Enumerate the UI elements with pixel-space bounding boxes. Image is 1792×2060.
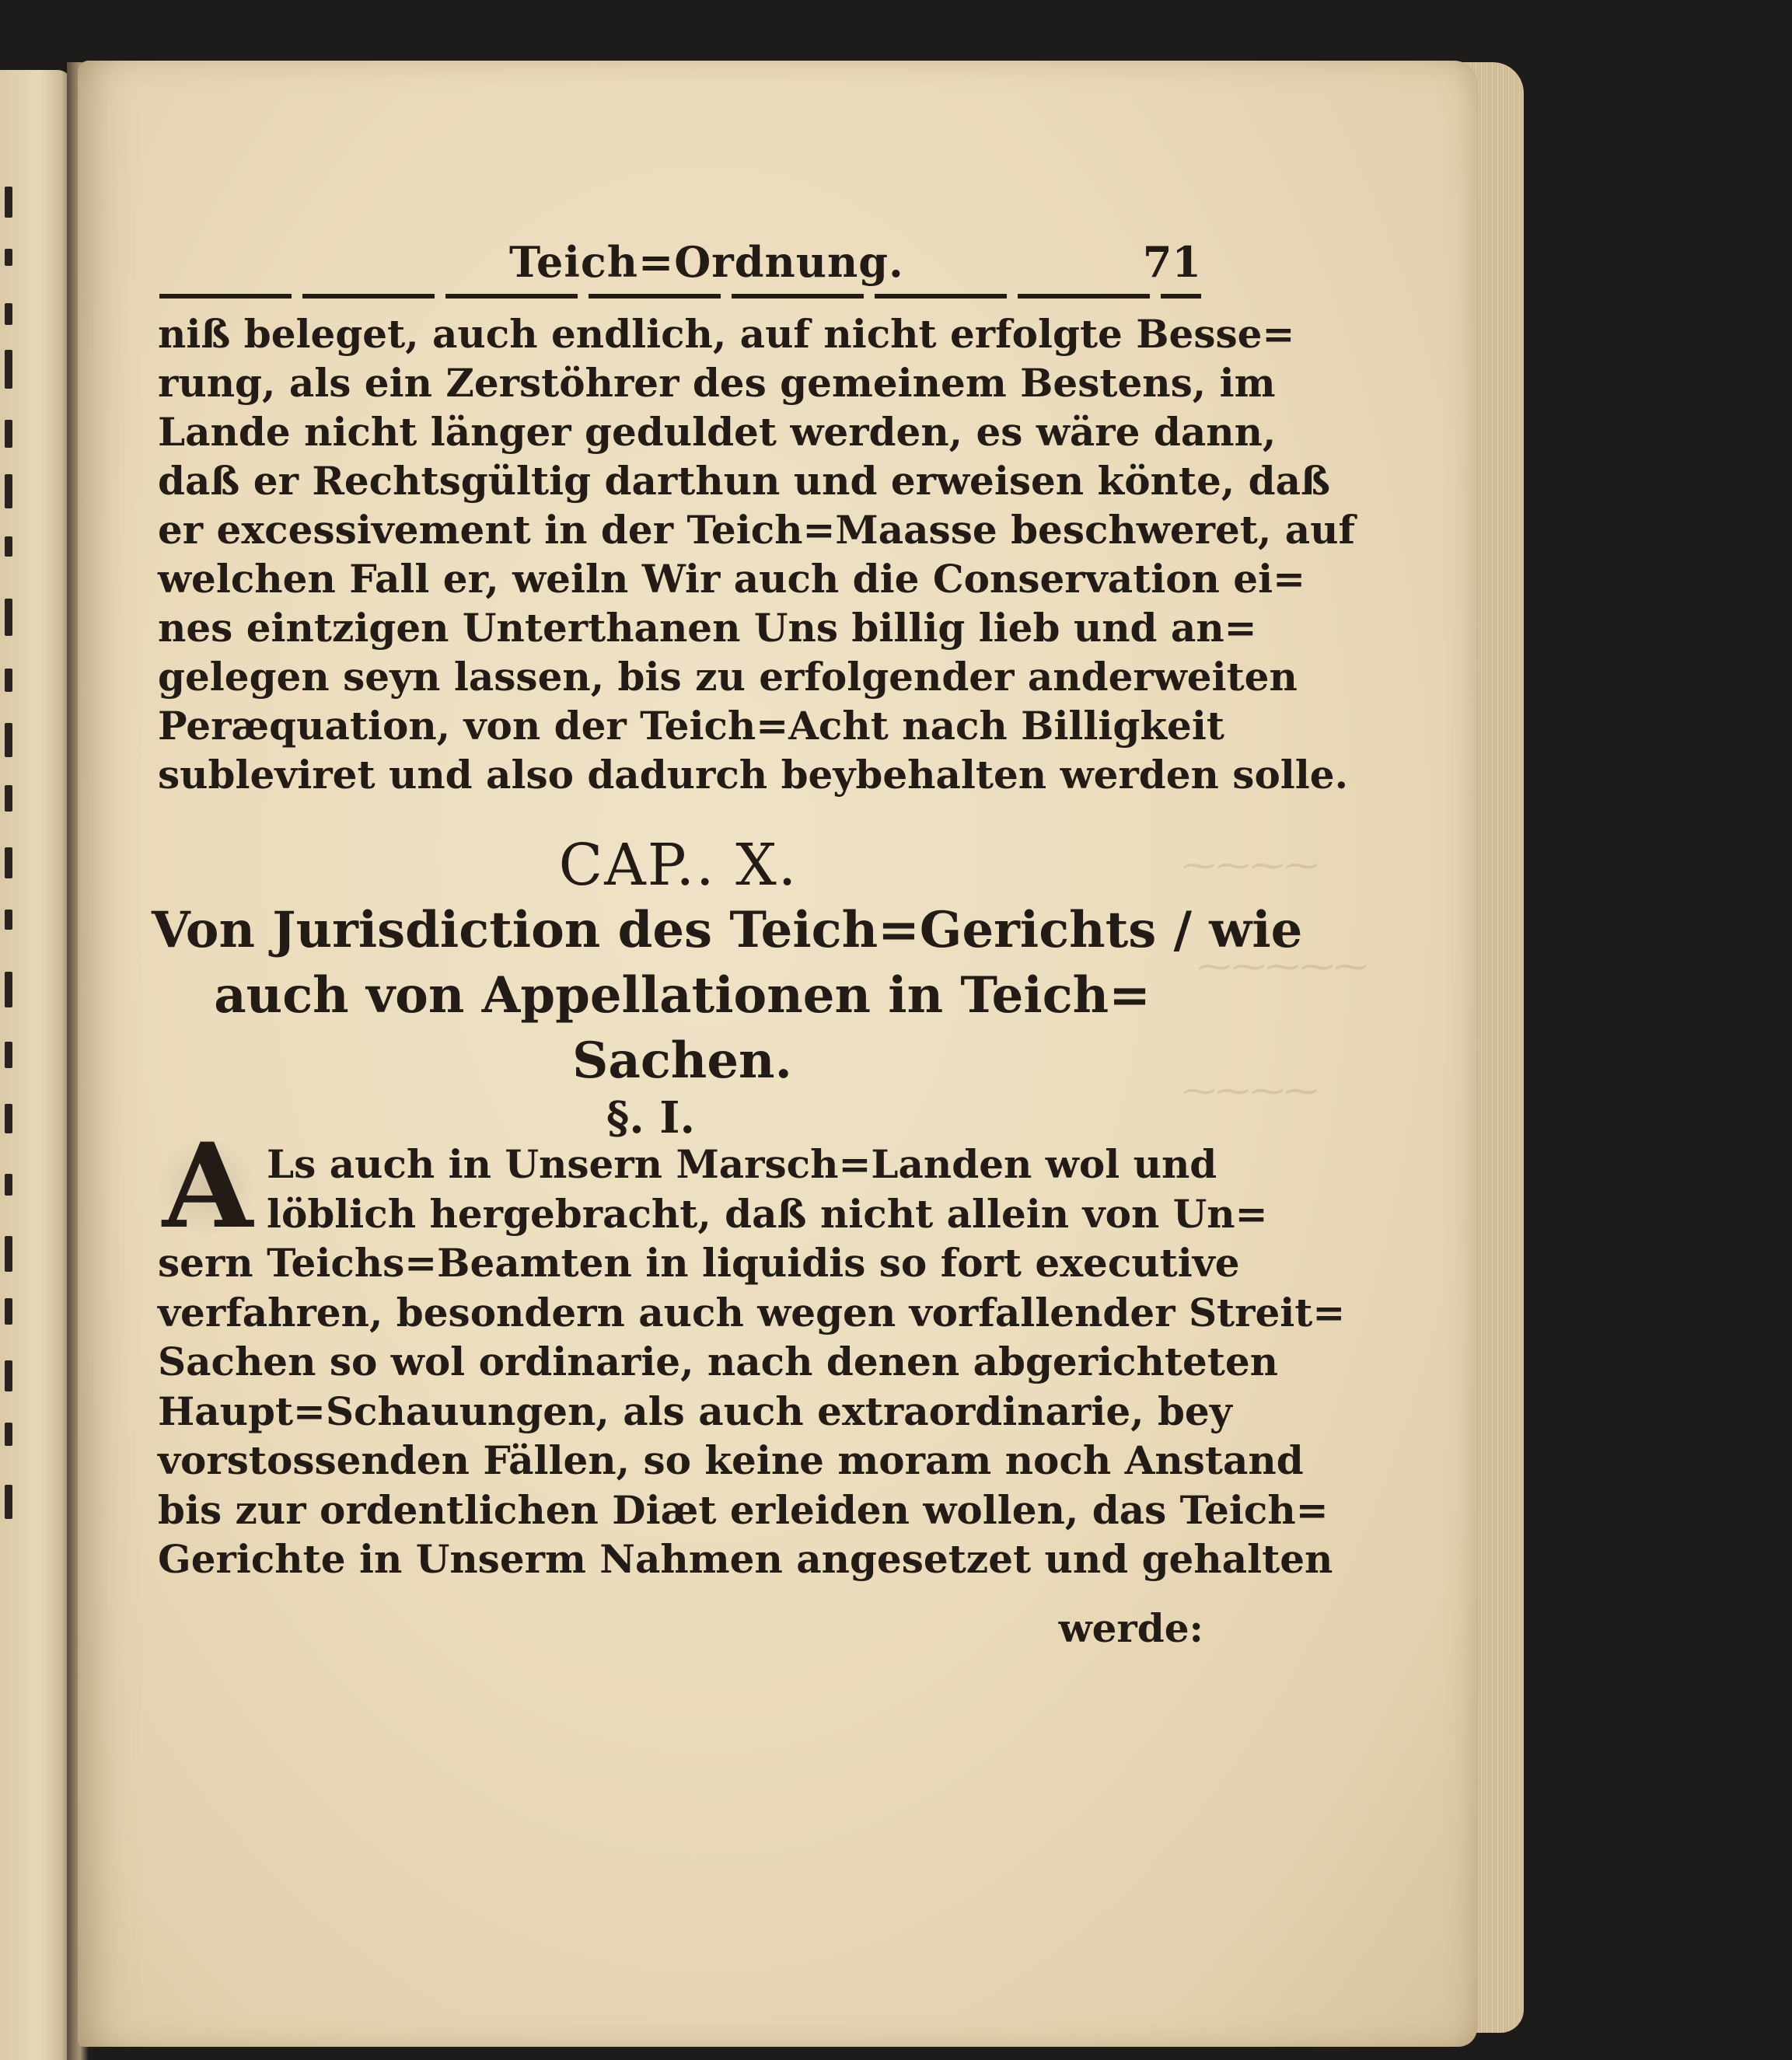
- text-line: Peræquation, von der Teich=Acht nach Billigkeit: [158, 703, 1224, 749]
- text-line: er excessivement in der Teich=Maasse beschweret, auf: [158, 507, 1355, 553]
- text-line: welchen Fall er, weiln Wir auch die Conservation ei=: [158, 556, 1306, 602]
- show-through-ink: ⁓⁓⁓⁓: [1182, 846, 1319, 885]
- text-line: Sachen so wol ordinarie, nach denen abgerichteten: [158, 1339, 1279, 1384]
- text-line: subleviret und also dadurch beybehalten werden solle.: [158, 752, 1349, 798]
- section-mark: §. I.: [606, 1092, 695, 1143]
- paragraph-continued: [158, 309, 1355, 799]
- facing-page-edge: [0, 70, 72, 2060]
- text-line: daß er Rechtsgültig darthun und erweisen könte, daß: [158, 458, 1330, 504]
- text-line: vorstossenden Fällen, so keine moram noch Anstand: [158, 1437, 1304, 1483]
- running-header: [159, 237, 1201, 292]
- text-line: Haupt=Schauungen, als auch extraordinarie, bey: [158, 1388, 1232, 1434]
- heading-line: auch von Appellationen in Teich=: [214, 966, 1151, 1025]
- heading-line: Von Jurisdiction des Teich=Gerichts / wie: [152, 901, 1303, 959]
- text-line: sern Teichs=Beamten in liquidis so fort executive: [158, 1240, 1240, 1286]
- show-through-ink: ⁓⁓⁓⁓: [1182, 1071, 1319, 1111]
- text-line: niß beleget, auch endlich, auf nicht erfolgte Besse=: [158, 311, 1295, 357]
- page-number: 71: [1142, 237, 1201, 287]
- catchword: werde:: [1058, 1605, 1203, 1651]
- text-line: gelegen seyn lassen, bis zu erfolgender anderweiten: [158, 654, 1298, 700]
- heading-line: Sachen.: [572, 1032, 792, 1090]
- section-paragraph: [158, 1140, 1346, 1584]
- chapter-heading: [152, 898, 1303, 1094]
- drop-cap-initial: A: [158, 1136, 257, 1236]
- text-line: löblich hergebracht, daß nicht allein von Un=: [267, 1190, 1268, 1237]
- text-line: Ls auch in Unsern Marsch=Landen wol und: [267, 1141, 1217, 1187]
- show-through-ink: ⁓⁓⁓⁓⁓: [1197, 947, 1368, 986]
- text-line: Lande nicht länger geduldet werden, es wäre dann,: [158, 409, 1277, 455]
- chapter-label: CAP.. X.: [558, 832, 798, 899]
- header-rule: [159, 294, 1201, 299]
- text-line: verfahren, besondern auch wegen vorfallender Streit=: [158, 1289, 1346, 1336]
- text-line: rung, als ein Zerstöhrer des gemeinem Bestens, im: [158, 360, 1276, 406]
- text-line: nes eintzigen Unterthanen Uns billig lieb und an=: [158, 605, 1257, 651]
- running-title: Teich=Ordnung.: [509, 237, 904, 287]
- text-line: bis zur ordentlichen Diæt erleiden wollen, das Teich=: [158, 1486, 1329, 1533]
- text-line: Gerichte in Unserm Nahmen angesetzet und gehalten: [158, 1536, 1333, 1582]
